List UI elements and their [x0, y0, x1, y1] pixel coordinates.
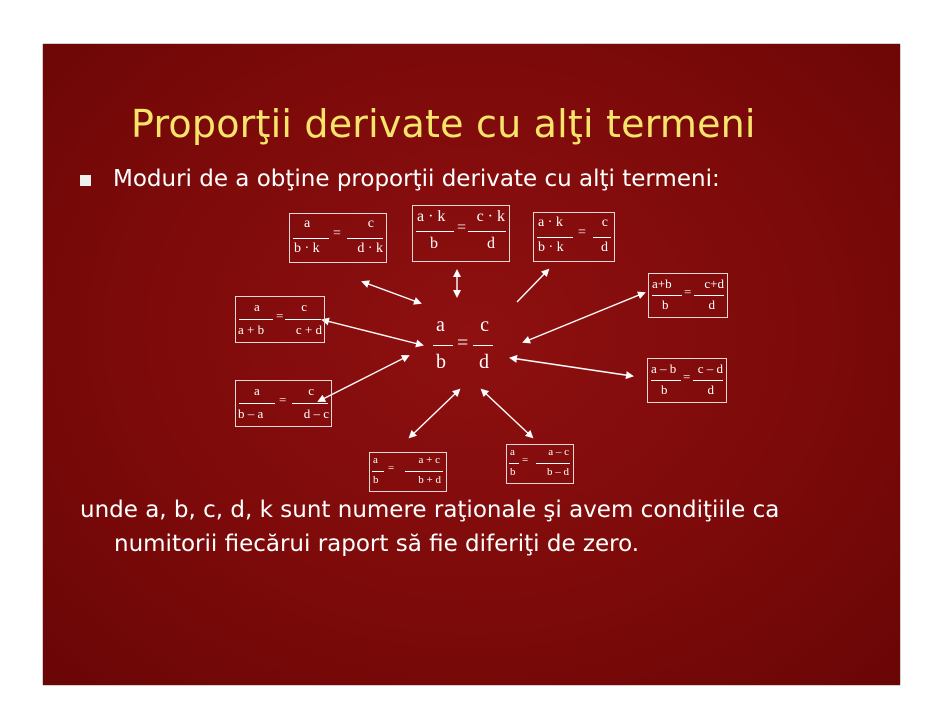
center-n2: c — [480, 314, 489, 336]
center-d1: b — [436, 351, 446, 373]
arrow-to-f-a-apb — [323, 320, 422, 345]
formula-bottom-1: a a + c = b b + d — [369, 452, 447, 492]
center-d2: d — [479, 351, 489, 373]
arrow-to-f-bottom1 — [410, 390, 459, 437]
bullet-text: Moduri de a obţine proporţii derivate cu alţi termeni: — [113, 166, 720, 192]
formula-a-bma: a c = b – a d – c — [235, 380, 332, 427]
footnote-line-2: numitorii fiecărui raport să fie diferiţi de zero. — [114, 531, 640, 557]
arrow-to-f-apb-b — [524, 293, 644, 342]
footnote-line-1: unde a, b, c, d, k sunt numere raţionale şi avem condiţiile ca — [80, 497, 780, 523]
arrow-to-f-bottom2 — [482, 390, 532, 437]
arrow-to-f-amb-b — [511, 358, 632, 376]
footnote-text — [80, 493, 890, 561]
formula-ak-b: a · k c · k = b d — [412, 205, 510, 262]
formula-bk: a c = b · k d · k — [289, 213, 387, 263]
arrow-to-f-ak-bk — [517, 270, 548, 302]
slide-title: Proporţii derivate cu alţi termeni — [131, 102, 756, 146]
arrow-to-f-a-bma — [319, 356, 408, 401]
formula-amb-b: a – b c – d = b d — [647, 358, 727, 403]
formula-apb-b: a+b c+d = b d — [648, 273, 728, 318]
slide — [43, 44, 900, 685]
center-n1: a — [436, 314, 445, 336]
formula-center — [433, 314, 495, 379]
formula-ak-bk: a · k c = b · k d — [533, 212, 615, 262]
formula-bottom-2: a a – c = b b – d — [506, 444, 574, 484]
arrow-to-f-bk — [363, 282, 420, 303]
center-eq: = — [457, 332, 469, 354]
formula-a-apb: a c = a + b c + d — [235, 296, 325, 343]
